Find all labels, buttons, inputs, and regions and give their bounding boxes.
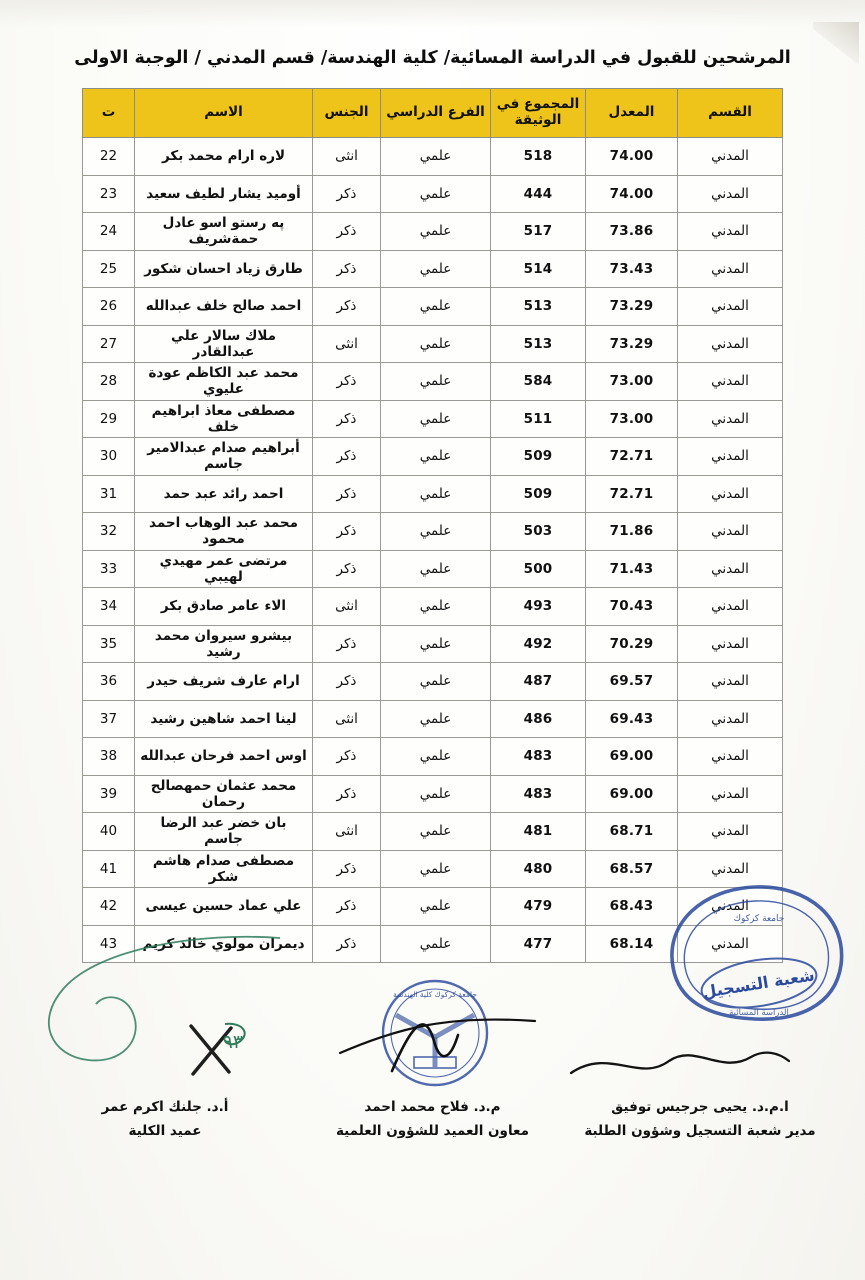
cell-department: المدني	[678, 738, 783, 776]
cell-branch: علمي	[381, 775, 491, 813]
cell-branch: علمي	[381, 550, 491, 588]
svg-text:الدراسة المسائية: الدراسة المسائية	[729, 1008, 789, 1018]
cell-department: المدني	[678, 400, 783, 438]
column-header-department: القسم	[678, 89, 783, 138]
table-row	[83, 213, 783, 251]
cell-total: 517	[491, 213, 586, 251]
cell-seq: 39	[83, 775, 135, 813]
cell-branch: علمي	[381, 363, 491, 401]
signature-name-dean: أ.د. جلنك اكرم عمر	[101, 1099, 229, 1115]
cell-seq: 27	[83, 325, 135, 363]
cell-gender: ذكر	[313, 925, 381, 963]
cell-branch: علمي	[381, 663, 491, 701]
cell-department: المدني	[678, 288, 783, 326]
cell-seq: 30	[83, 438, 135, 476]
cell-gender: ذكر	[313, 213, 381, 251]
cell-name: احمد صالح خلف عبدالله	[135, 288, 313, 326]
cell-name: محمد عبد الوهاب احمد محمود	[135, 513, 313, 551]
cell-gender: ذكر	[313, 513, 381, 551]
cell-seq: 31	[83, 475, 135, 513]
cell-total: 483	[491, 775, 586, 813]
cell-seq: 34	[83, 588, 135, 626]
cell-department: المدني	[678, 850, 783, 888]
column-header-average: المعدل	[586, 89, 678, 138]
cell-name: أبراهيم صدام عبدالامير جاسم	[135, 438, 313, 476]
table-row	[83, 438, 783, 476]
cell-total: 518	[491, 138, 586, 176]
cell-name: مرتضى عمر مهيدي لهيبي	[135, 550, 313, 588]
cell-name: بيشرو سيروان محمد رشيد	[135, 625, 313, 663]
cell-name: علي عماد حسين عيسى	[135, 888, 313, 926]
cell-branch: علمي	[381, 475, 491, 513]
cell-average: 71.86	[586, 513, 678, 551]
cell-total: 487	[491, 663, 586, 701]
cell-department: المدني	[678, 513, 783, 551]
cell-gender: انثى	[313, 813, 381, 851]
table-row	[83, 138, 783, 176]
cell-total: 511	[491, 400, 586, 438]
cell-seq: 37	[83, 700, 135, 738]
cell-average: 73.86	[586, 213, 678, 251]
cell-branch: علمي	[381, 738, 491, 776]
cell-department: المدني	[678, 888, 783, 926]
cell-average: 74.00	[586, 138, 678, 176]
cell-average: 68.43	[586, 888, 678, 926]
cell-seq: 22	[83, 138, 135, 176]
cell-name: ملاك سالار علي عبدالقادر	[135, 325, 313, 363]
cell-total: 509	[491, 438, 586, 476]
svg-text:٩٣: ٩٣	[222, 1031, 243, 1053]
cell-name: محمد عثمان حمهصالح رحمان	[135, 775, 313, 813]
cell-branch: علمي	[381, 850, 491, 888]
cell-department: المدني	[678, 813, 783, 851]
cell-branch: علمي	[381, 250, 491, 288]
cell-gender: ذكر	[313, 738, 381, 776]
cell-name: لينا احمد شاهين رشيد	[135, 700, 313, 738]
cell-total: 492	[491, 625, 586, 663]
cell-average: 69.00	[586, 775, 678, 813]
table-row	[83, 588, 783, 626]
column-header-gender: الجنس	[313, 89, 381, 138]
table-row	[83, 738, 783, 776]
cell-name: مصطفى معاذ ابراهيم خلف	[135, 400, 313, 438]
signature-role-registrar: مدير شعبة التسجيل وشؤون الطلبة	[584, 1122, 816, 1139]
cell-department: المدني	[678, 475, 783, 513]
registrar-signature-ink	[565, 1035, 795, 1095]
cell-seq: 29	[83, 400, 135, 438]
cell-total: 481	[491, 813, 586, 851]
cell-average: 68.57	[586, 850, 678, 888]
cell-total: 486	[491, 700, 586, 738]
table-row	[83, 288, 783, 326]
signature-row	[40, 1096, 825, 1143]
svg-text:شعبة التسجيل: شعبة التسجيل	[701, 965, 816, 1002]
cell-average: 73.29	[586, 325, 678, 363]
cell-seq: 25	[83, 250, 135, 288]
cell-branch: علمي	[381, 438, 491, 476]
cell-average: 72.71	[586, 438, 678, 476]
cell-seq: 43	[83, 925, 135, 963]
cell-gender: ذكر	[313, 175, 381, 213]
cell-name: مصطفى صدام هاشم شكر	[135, 850, 313, 888]
cell-average: 74.00	[586, 175, 678, 213]
column-header-total: المجموع في الوثيقة	[491, 89, 586, 138]
cell-department: المدني	[678, 588, 783, 626]
cell-name: لاره ارام محمد بكر	[135, 138, 313, 176]
cell-department: المدني	[678, 250, 783, 288]
cell-total: 493	[491, 588, 586, 626]
cell-seq: 35	[83, 625, 135, 663]
cell-department: المدني	[678, 550, 783, 588]
signature-role-scientific-affairs: معاون العميد للشؤون العلمية	[335, 1122, 529, 1139]
cell-branch: علمي	[381, 513, 491, 551]
cell-gender: ذكر	[313, 475, 381, 513]
cell-total: 483	[491, 738, 586, 776]
roster-table	[82, 88, 783, 963]
cell-name: ديمران مولوي خالد كريم	[135, 925, 313, 963]
cell-seq: 26	[83, 288, 135, 326]
cell-average: 70.43	[586, 588, 678, 626]
cell-average: 68.71	[586, 813, 678, 851]
cell-average: 73.00	[586, 363, 678, 401]
cell-gender: ذكر	[313, 288, 381, 326]
college-stamp	[330, 975, 550, 1100]
cell-branch: علمي	[381, 400, 491, 438]
cell-branch: علمي	[381, 888, 491, 926]
svg-text:جامعة كركوك: جامعة كركوك	[733, 914, 785, 924]
cell-name: محمد عبد الكاظم عودة عليوي	[135, 363, 313, 401]
cell-department: المدني	[678, 925, 783, 963]
table-row	[83, 700, 783, 738]
table-row	[83, 625, 783, 663]
cell-seq: 36	[83, 663, 135, 701]
table-row	[83, 663, 783, 701]
cell-total: 500	[491, 550, 586, 588]
scan-shadow	[0, 0, 865, 28]
table-row	[83, 175, 783, 213]
cell-department: المدني	[678, 663, 783, 701]
cell-gender: انثى	[313, 700, 381, 738]
table-row	[83, 363, 783, 401]
cell-total: 503	[491, 513, 586, 551]
cell-name: په رستو اسو عادل حمةشريف	[135, 213, 313, 251]
cell-average: 73.00	[586, 400, 678, 438]
cell-name: ارام عارف شريف حيدر	[135, 663, 313, 701]
cell-gender: انثى	[313, 325, 381, 363]
cell-total: 444	[491, 175, 586, 213]
handwritten-number-annotation	[185, 1020, 275, 1090]
cell-total: 479	[491, 888, 586, 926]
cell-gender: انثى	[313, 138, 381, 176]
cell-department: المدني	[678, 700, 783, 738]
column-header-seq: ت	[83, 89, 135, 138]
cell-branch: علمي	[381, 288, 491, 326]
signature-name-registrar: ا.م.د. يحيى جرجيس توفيق	[611, 1099, 789, 1115]
cell-average: 69.00	[586, 738, 678, 776]
cell-name: اوس احمد فرحان عبدالله	[135, 738, 313, 776]
cell-branch: علمي	[381, 700, 491, 738]
cell-seq: 28	[83, 363, 135, 401]
cell-average: 69.57	[586, 663, 678, 701]
table-row	[83, 475, 783, 513]
cell-seq: 38	[83, 738, 135, 776]
cell-branch: علمي	[381, 588, 491, 626]
table-row	[83, 400, 783, 438]
cell-branch: علمي	[381, 138, 491, 176]
cell-total: 509	[491, 475, 586, 513]
roster-table-container	[83, 88, 783, 963]
svg-text:جامعة كركوك كلية الهندسة: جامعة كركوك كلية الهندسة	[393, 990, 477, 999]
cell-gender: ذكر	[313, 400, 381, 438]
cell-average: 70.29	[586, 625, 678, 663]
cell-branch: علمي	[381, 813, 491, 851]
cell-gender: ذكر	[313, 625, 381, 663]
cell-department: المدني	[678, 213, 783, 251]
cell-name: الاء عامر صادق بكر	[135, 588, 313, 626]
cell-average: 71.43	[586, 550, 678, 588]
cell-department: المدني	[678, 438, 783, 476]
cell-branch: علمي	[381, 175, 491, 213]
table-row	[83, 925, 783, 963]
cell-name: طارق زياد احسان شكور	[135, 250, 313, 288]
cell-department: المدني	[678, 325, 783, 363]
table-row	[83, 250, 783, 288]
cell-total: 514	[491, 250, 586, 288]
cell-branch: علمي	[381, 325, 491, 363]
cell-seq: 23	[83, 175, 135, 213]
table-row	[83, 550, 783, 588]
cell-average: 72.71	[586, 475, 678, 513]
cell-seq: 41	[83, 850, 135, 888]
cell-name: أوميد يشار لطيف سعيد	[135, 175, 313, 213]
page-title: المرشحين للقبول في الدراسة المسائية/ كلية الهندسة/ قسم المدني / الوجبة الاولى	[74, 48, 791, 68]
cell-gender: ذكر	[313, 250, 381, 288]
cell-seq: 42	[83, 888, 135, 926]
cell-name: احمد رائد عبد حمد	[135, 475, 313, 513]
column-header-branch: الفرع الدراسي	[381, 89, 491, 138]
cell-department: المدني	[678, 775, 783, 813]
signature-block-registrar	[575, 1096, 825, 1143]
table-row	[83, 888, 783, 926]
cell-total: 513	[491, 288, 586, 326]
cell-name: بان خضر عبد الرضا جاسم	[135, 813, 313, 851]
column-header-name: الاسم	[135, 89, 313, 138]
cell-total: 513	[491, 325, 586, 363]
cell-average: 73.43	[586, 250, 678, 288]
cell-branch: علمي	[381, 925, 491, 963]
signature-block-dean	[40, 1096, 290, 1143]
table-row	[83, 775, 783, 813]
cell-gender: انثى	[313, 588, 381, 626]
cell-gender: ذكر	[313, 550, 381, 588]
cell-branch: علمي	[381, 213, 491, 251]
cell-gender: ذكر	[313, 775, 381, 813]
header-row	[83, 89, 783, 138]
cell-department: المدني	[678, 138, 783, 176]
cell-total: 477	[491, 925, 586, 963]
cell-average: 68.14	[586, 925, 678, 963]
table-row	[83, 325, 783, 363]
cell-gender: ذكر	[313, 363, 381, 401]
cell-seq: 33	[83, 550, 135, 588]
cell-seq: 40	[83, 813, 135, 851]
cell-department: المدني	[678, 175, 783, 213]
cell-gender: ذكر	[313, 850, 381, 888]
table-row	[83, 850, 783, 888]
cell-seq: 32	[83, 513, 135, 551]
cell-gender: ذكر	[313, 888, 381, 926]
cell-average: 73.29	[586, 288, 678, 326]
table-row	[83, 813, 783, 851]
cell-gender: ذكر	[313, 438, 381, 476]
cell-department: المدني	[678, 363, 783, 401]
table-header	[83, 89, 783, 138]
table-body	[83, 138, 783, 963]
cell-total: 584	[491, 363, 586, 401]
signature-block-scientific-affairs	[308, 1096, 558, 1143]
cell-branch: علمي	[381, 625, 491, 663]
signature-role-dean: عميد الكلية	[128, 1122, 202, 1139]
table-row	[83, 513, 783, 551]
cell-seq: 24	[83, 213, 135, 251]
cell-department: المدني	[678, 625, 783, 663]
cell-average: 69.43	[586, 700, 678, 738]
cell-gender: ذكر	[313, 663, 381, 701]
cell-total: 480	[491, 850, 586, 888]
signature-name-scientific-affairs: م.د. فلاح محمد احمد	[364, 1099, 501, 1115]
